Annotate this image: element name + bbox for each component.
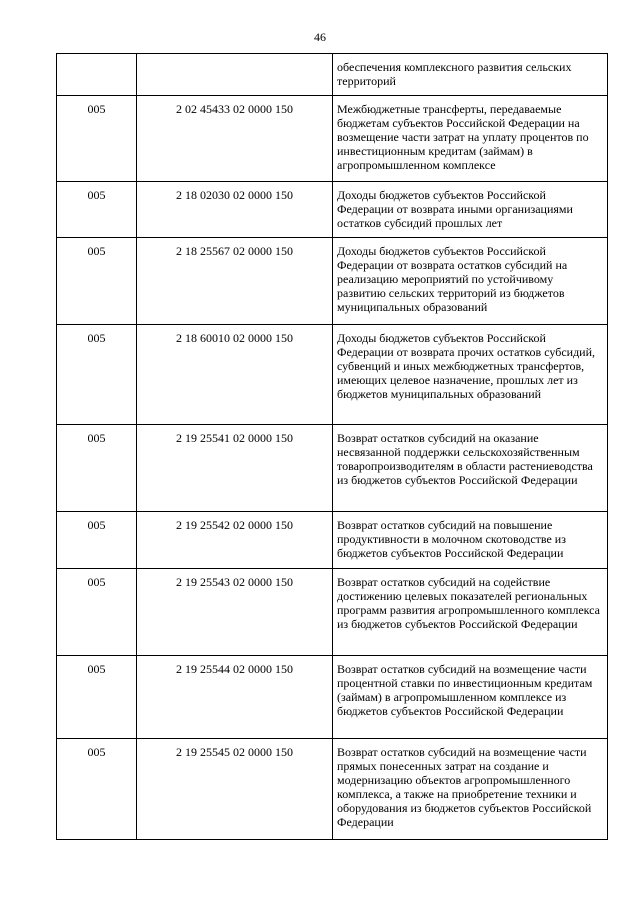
description-cell: Доходы бюджетов субъектов Российской Федерации от возврата иными организациями остатков субсидий прошлых лет [333,182,608,238]
admin-code-cell: 005 [57,96,137,182]
table-row [57,96,608,182]
admin-code-cell: 005 [57,238,137,325]
table-row [57,425,608,512]
admin-code-cell: 005 [57,325,137,425]
table-row [57,238,608,325]
table-body [57,54,608,840]
admin-code-cell: 005 [57,569,137,656]
description-cell: Возврат остатков субсидий на содействие достижению целевых показателей региональных программ развития агропромышленного комплекса из бюджетов субъектов Российской Федерации [333,569,608,656]
table-row [57,656,608,739]
admin-code-cell: 005 [57,739,137,840]
table-row [57,182,608,238]
budget-code-cell: 2 19 25545 02 0000 150 [137,739,333,840]
description-cell: Возврат остатков субсидий на повышение продуктивности в молочном скотоводстве из бюджетов субъектов Российской Федерации [333,512,608,569]
table-row [57,739,608,840]
admin-code-cell: 005 [57,656,137,739]
admin-code-cell: 005 [57,512,137,569]
admin-code-cell: 005 [57,182,137,238]
page-number: 46 [314,30,326,44]
table-row [57,512,608,569]
description-cell: Возврат остатков субсидий на оказание несвязанной поддержки сельскохозяйственным товаропроизводителям в области растениеводства из бюджетов субъектов Российской Федерации [333,425,608,512]
table-row [57,325,608,425]
budget-code-cell: 2 19 25542 02 0000 150 [137,512,333,569]
budget-code-cell: 2 18 60010 02 0000 150 [137,325,333,425]
table-row [57,54,608,96]
budget-codes-table [56,53,608,840]
description-cell: Межбюджетные трансферты, передаваемые бюджетам субъектов Российской Федерации на возмещение части затрат на уплату процентов по инвестиционным кредитам (займам) в агропромышленном комплексе [333,96,608,182]
table-row [57,569,608,656]
admin-code-cell [57,54,137,96]
budget-code-cell: 2 18 25567 02 0000 150 [137,238,333,325]
budget-code-cell: 2 19 25544 02 0000 150 [137,656,333,739]
budget-code-cell: 2 19 25543 02 0000 150 [137,569,333,656]
description-cell: Возврат остатков субсидий на возмещение части прямых понесенных затрат на создание и модернизацию объектов агропромышленного комплекса, а также на приобретение техники и оборудования из бюджетов субъектов Российской Федерации [333,739,608,840]
budget-code-cell: 2 02 45433 02 0000 150 [137,96,333,182]
budget-code-cell: 2 19 25541 02 0000 150 [137,425,333,512]
description-cell: Возврат остатков субсидий на возмещение части процентной ставки по инвестиционным кредитам (займам) в агропромышленном комплексе из бюджетов субъектов Российской Федерации [333,656,608,739]
budget-code-cell [137,54,333,96]
description-cell: Доходы бюджетов субъектов Российской Федерации от возврата прочих остатков субсидий, субвенций и иных межбюджетных трансфертов, имеющих целевое назначение, прошлых лет из бюджетов муниципальных образований [333,325,608,425]
budget-code-cell: 2 18 02030 02 0000 150 [137,182,333,238]
admin-code-cell: 005 [57,425,137,512]
description-cell: Доходы бюджетов субъектов Российской Федерации от возврата остатков субсидий на реализацию мероприятий по устойчивому развитию сельских территорий из бюджетов муниципальных образований [333,238,608,325]
description-cell: обеспечения комплексного развития сельских территорий [333,54,608,96]
